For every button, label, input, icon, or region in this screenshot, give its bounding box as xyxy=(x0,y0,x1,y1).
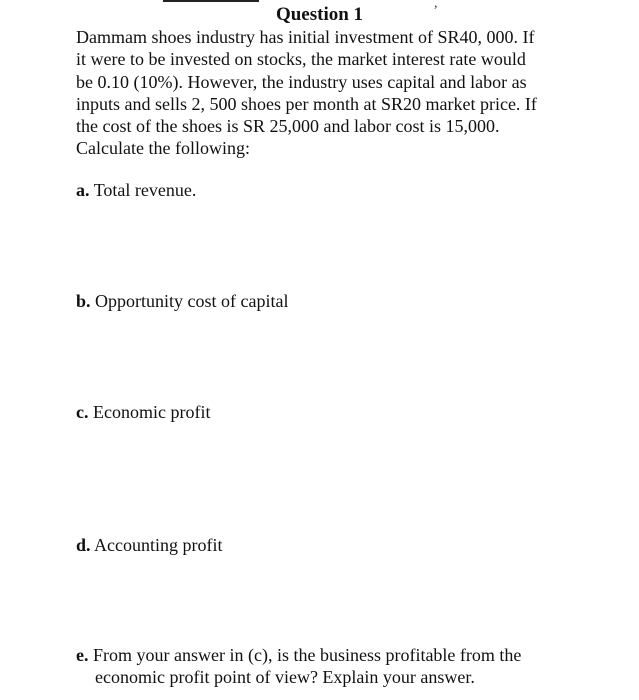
part-d-label: d. xyxy=(76,535,91,555)
intro-line: be 0.10 (10%). However, the industry uses capital and labor as xyxy=(76,71,527,92)
part-e-text: From your answer in (c), is the business profitable from the xyxy=(93,645,522,665)
part-a-label: a. xyxy=(76,180,90,200)
part-b-label: b. xyxy=(76,291,91,311)
intro-line: it were to be invested on stocks, the market interest rate would xyxy=(76,49,526,70)
question-intro xyxy=(76,26,596,160)
part-d-text: Accounting profit xyxy=(94,535,223,555)
part-a xyxy=(76,179,196,201)
part-c-label: c. xyxy=(76,402,89,422)
part-b-text: Opportunity cost of capital xyxy=(95,291,289,311)
part-c xyxy=(76,401,210,423)
intro-line: the cost of the shoes is SR 25,000 and labor cost is 15,000. xyxy=(76,116,500,137)
part-c-text: Economic profit xyxy=(93,402,211,422)
part-a-text: Total revenue. xyxy=(93,180,197,200)
part-e xyxy=(76,644,521,688)
intro-line: Calculate the following: xyxy=(76,138,250,159)
part-e-label: e. xyxy=(76,645,89,665)
top-rule xyxy=(163,0,259,2)
part-d xyxy=(76,534,223,556)
intro-line: Dammam shoes industry has initial investment of SR40, 000. If xyxy=(76,27,535,47)
part-e-text-continued: economic profit point of view? Explain your answer. xyxy=(95,667,475,687)
part-b xyxy=(76,290,288,312)
intro-line: inputs and sells 2, 500 shoes per month at SR20 market price. If xyxy=(76,93,537,114)
question-title: Question 1 xyxy=(275,4,364,25)
rule-tail-mark: , xyxy=(434,0,438,11)
